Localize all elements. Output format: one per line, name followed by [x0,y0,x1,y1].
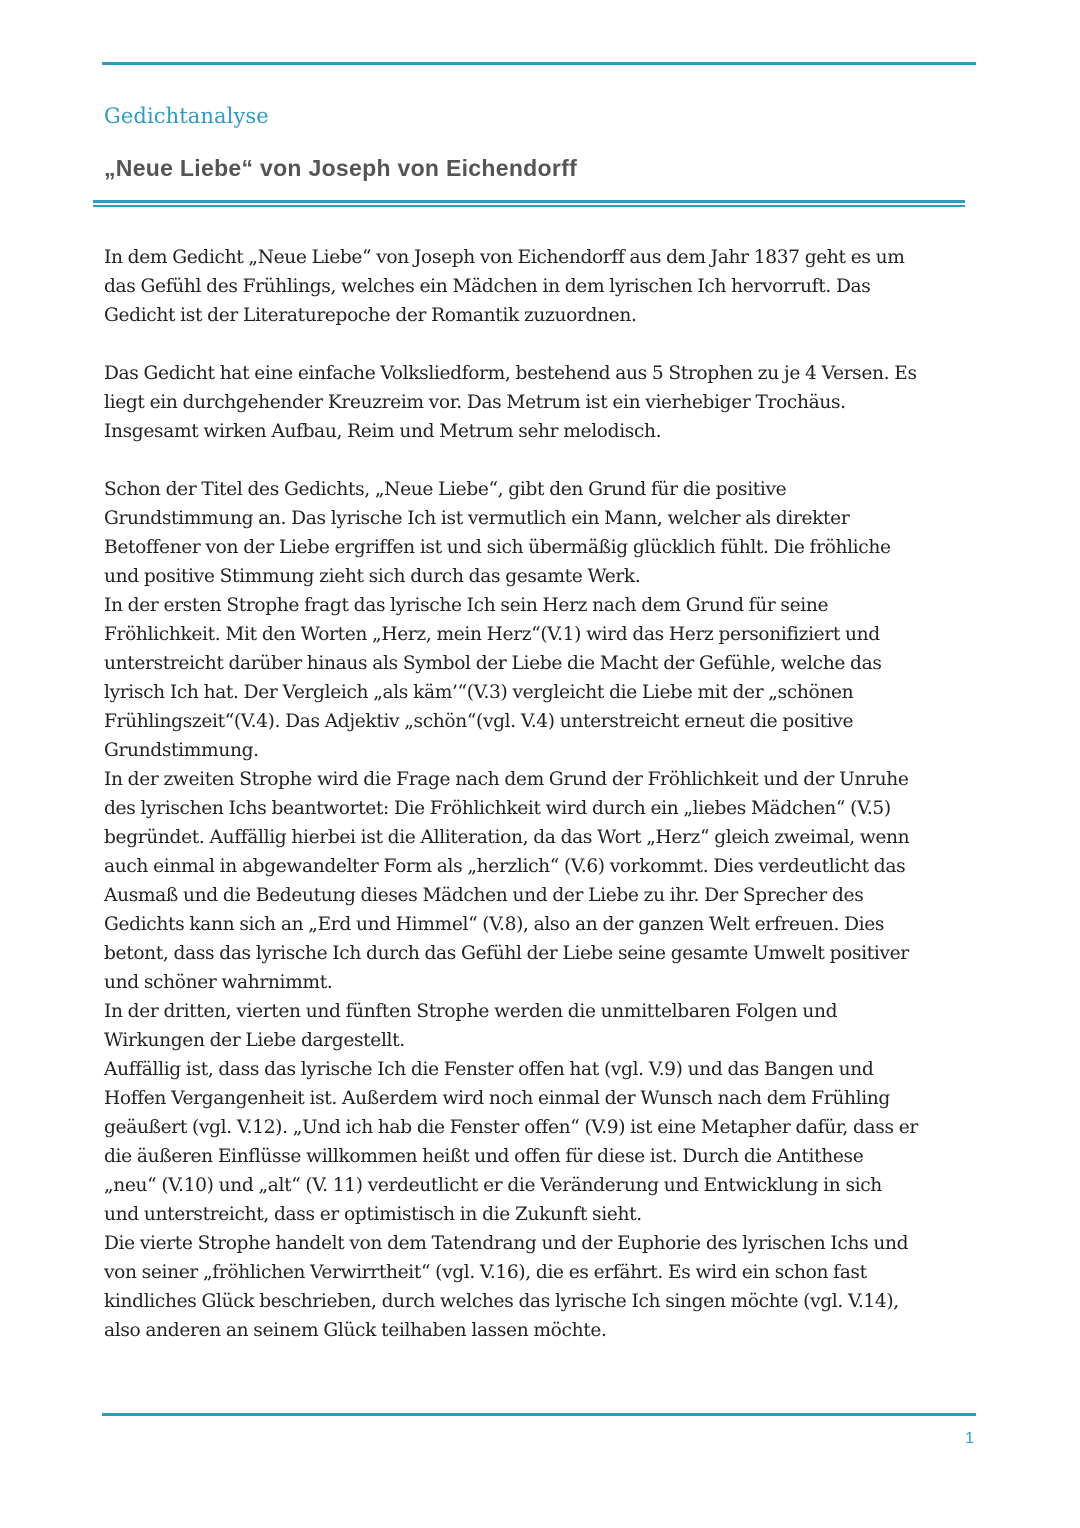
text-line: Betoffener von der Liebe ergriffen ist und sich übermäßig glücklich fühlt. Die fröhliche [104,537,891,558]
text-line: Gedicht ist der Literaturepoche der Romantik zuzuordnen. [104,305,637,326]
text-line: Grundstimmung. [104,740,259,761]
text-line: also anderen an seinem Glück teilhaben lassen möchte. [104,1320,607,1341]
text-line: Die vierte Strophe handelt von dem Tatendrang und der Euphorie des lyrischen Ichs und [104,1233,909,1254]
text-line: Insgesamt wirken Aufbau, Reim und Metrum sehr melodisch. [104,421,662,442]
text-line: Gedichts kann sich an „Erd und Himmel“ (V.8), also an der ganzen Welt erfreuen. Dies [104,914,885,935]
text-line: Wirkungen der Liebe dargestellt. [104,1030,405,1051]
paragraph-gap [104,446,976,475]
text-line: begründet. Auffällig hierbei ist die Alliteration, da das Wort „Herz“ gleich zweimal, wenn [104,827,910,848]
text-line: Grundstimmung an. Das lyrische Ich ist vermutlich ein Mann, welcher als direkter [104,508,850,529]
text-line: Auffällig ist, dass das lyrische Ich die Fenster offen hat (vgl. V.9) und das Bangen und [104,1059,874,1080]
text-line: Ausmaß und die Bedeutung dieses Mädchen und der Liebe zu ihr. Der Sprecher des [104,885,864,906]
text-line: die äußeren Einflüsse willkommen heißt und offen für diese ist. Durch die Antithese [104,1146,864,1167]
document-title: „Neue Liebe“ von Joseph von Eichendorff [104,155,578,181]
text-line: unterstreicht darüber hinaus als Symbol der Liebe die Macht der Gefühle, welche das [104,653,882,674]
text-line: Fröhlichkeit. Mit den Worten „Herz, mein Herz“(V.1) wird das Herz personifiziert und [104,624,880,645]
text-line: das Gefühl des Frühlings, welches ein Mädchen in dem lyrischen Ich hervorruft. Das [104,276,871,297]
text-line: und schöner wahrnimmt. [104,972,333,993]
text-line: von seiner „fröhlichen Verwirrtheit“ (vgl. V.16), die es erfährt. Es wird ein schon fast [104,1262,867,1283]
text-line: liegt ein durchgehender Kreuzreim vor. Das Metrum ist ein vierhebiger Trochäus. [104,392,846,413]
text-line: In dem Gedicht „Neue Liebe“ von Joseph von Eichendorff aus dem Jahr 1837 geht es um [104,247,905,268]
page-number: 1 [965,1430,974,1447]
text-line: Frühlingszeit“(V.4). Das Adjektiv „schön“(vgl. V.4) unterstreicht erneut die positive [104,711,854,732]
text-line: betont, dass das lyrische Ich durch das Gefühl der Liebe seine gesamte Umwelt positiver [104,943,909,964]
title-divider-secondary [93,205,965,207]
paragraph-gap [104,330,976,359]
title-divider [93,200,965,203]
text-line: In der ersten Strophe fragt das lyrische Ich sein Herz nach dem Grund für seine [104,595,829,616]
text-line: „neu“ (V.10) und „alt“ (V. 11) verdeutlicht er die Veränderung und Entwicklung in sich [104,1175,882,1196]
section-label: Gedichtanalyse [104,104,269,128]
top-divider [102,62,976,65]
text-line: des lyrischen Ichs beantwortet: Die Fröhlichkeit wird durch ein „liebes Mädchen“ (V.5) [104,798,891,819]
document-body [104,243,976,1345]
text-line: geäußert (vgl. V.12). „Und ich hab die Fenster offen“ (V.9) ist eine Metapher dafür, dass er [104,1117,918,1138]
text-line: Schon der Titel des Gedichts, „Neue Liebe“, gibt den Grund für die positive [104,479,787,500]
bottom-divider [102,1413,976,1416]
text-line: kindliches Glück beschrieben, durch welches das lyrische Ich singen möchte (vgl. V.14), [104,1291,899,1312]
text-line: Das Gedicht hat eine einfache Volksliedform, bestehend aus 5 Strophen zu je 4 Versen. Es [104,363,917,384]
text-line: In der dritten, vierten und fünften Strophe werden die unmittelbaren Folgen und [104,1001,838,1022]
text-line: auch einmal in abgewandelter Form als „herzlich“ (V.6) vorkommt. Dies verdeutlicht das [104,856,906,877]
text-line: und positive Stimmung zieht sich durch das gesamte Werk. [104,566,641,587]
text-line: und unterstreicht, dass er optimistisch in die Zukunft sieht. [104,1204,642,1225]
text-line: In der zweiten Strophe wird die Frage nach dem Grund der Fröhlichkeit und der Unruhe [104,769,909,790]
text-line: lyrisch Ich hat. Der Vergleich „als käm’“(V.3) vergleicht die Liebe mit der „schönen [104,682,854,703]
text-line: Hoffen Vergangenheit ist. Außerdem wird noch einmal der Wunsch nach dem Frühling [104,1088,890,1109]
